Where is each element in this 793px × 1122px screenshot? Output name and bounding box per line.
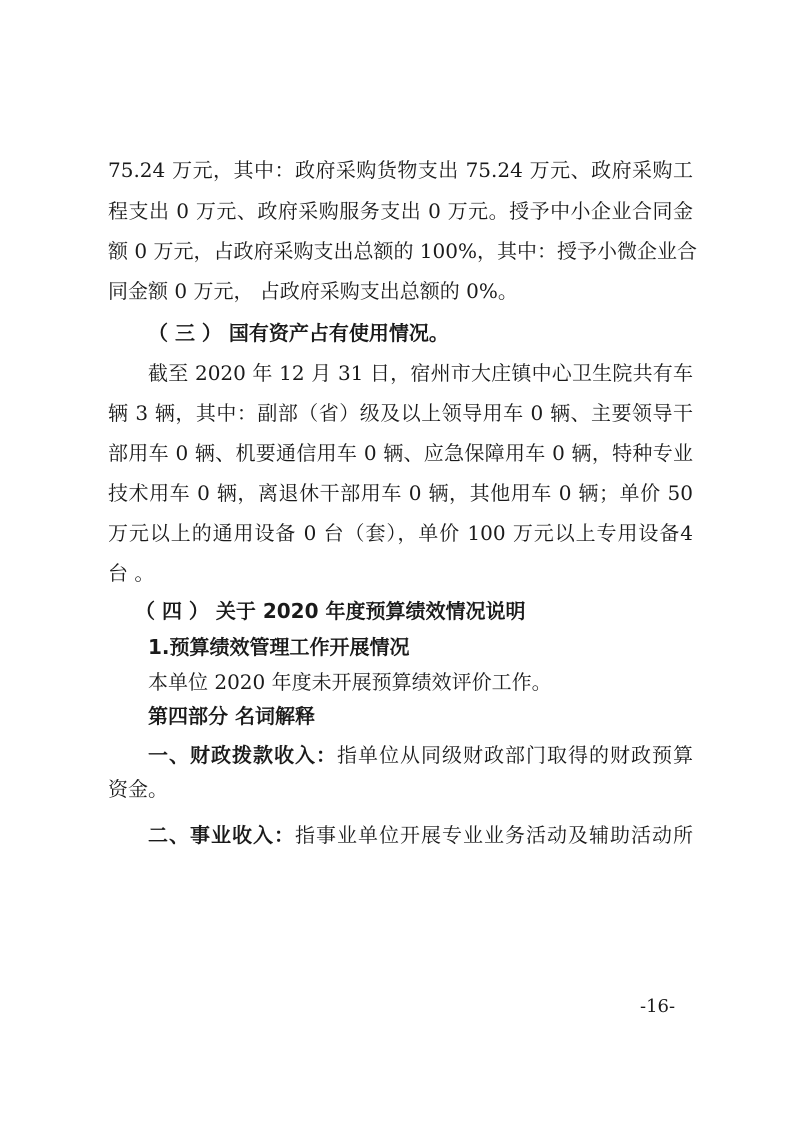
subheading-1: 1.预算绩效管理工作开展情况	[148, 635, 410, 659]
procurement-line-3: 额 0 万元，占政府采购支出总额的 100%，其中：授予小微企业合	[108, 239, 697, 263]
procurement-line-1: 75.24 万元，其中：政府采购货物支出 75.24 万元、政府采购工	[108, 158, 693, 182]
term-1-label: 一、财政拨款收入：	[148, 743, 337, 767]
assets-line-3: 部用车 0 辆、机要通信用车 0 辆、应急保障用车 0 辆，特种专业	[108, 441, 693, 465]
term-1-line-1	[148, 740, 693, 770]
section-three-heading: （ 三 ） 国有资产占有使用情况。	[148, 321, 449, 345]
procurement-line-2: 程支出 0 万元、政府采购服务支出 0 万元。授予中小企业合同金	[108, 199, 693, 223]
performance-paragraph: 本单位 2020 年度未开展预算绩效评价工作。	[148, 670, 552, 694]
page-number: -16-	[640, 996, 676, 1017]
term-2-line-1	[148, 820, 693, 850]
assets-line-6: 台 。	[108, 561, 155, 585]
part-four-heading: 第四部分 名词解释	[148, 704, 315, 728]
assets-line-5: 万元以上的通用设备 0 台（套），单价 100 万元以上专用设备4	[108, 521, 693, 545]
term-1-text: 指单位从同级财政部门取得的财政预算	[337, 743, 693, 767]
term-1-line-2: 资金。	[108, 777, 168, 801]
section-four-heading: （ 四 ） 关于 2020 年度预算绩效情况说明	[135, 599, 526, 623]
assets-line-1: 截至 2020 年 12 月 31 日，宿州市大庄镇中心卫生院共有车	[148, 361, 693, 385]
assets-line-4: 技术用车 0 辆，离退休干部用车 0 辆，其他用车 0 辆；单价 50	[108, 481, 693, 505]
procurement-line-4: 同金额 0 万元， 占政府采购支出总额的 0%。	[108, 279, 518, 303]
term-2-label: 二、事业收入：	[148, 823, 295, 847]
term-2-text: 指事业单位开展专业业务活动及辅助活动所	[295, 823, 693, 847]
assets-line-2: 辆 3 辆，其中：副部（省）级及以上领导用车 0 辆、主要领导干	[108, 401, 693, 425]
